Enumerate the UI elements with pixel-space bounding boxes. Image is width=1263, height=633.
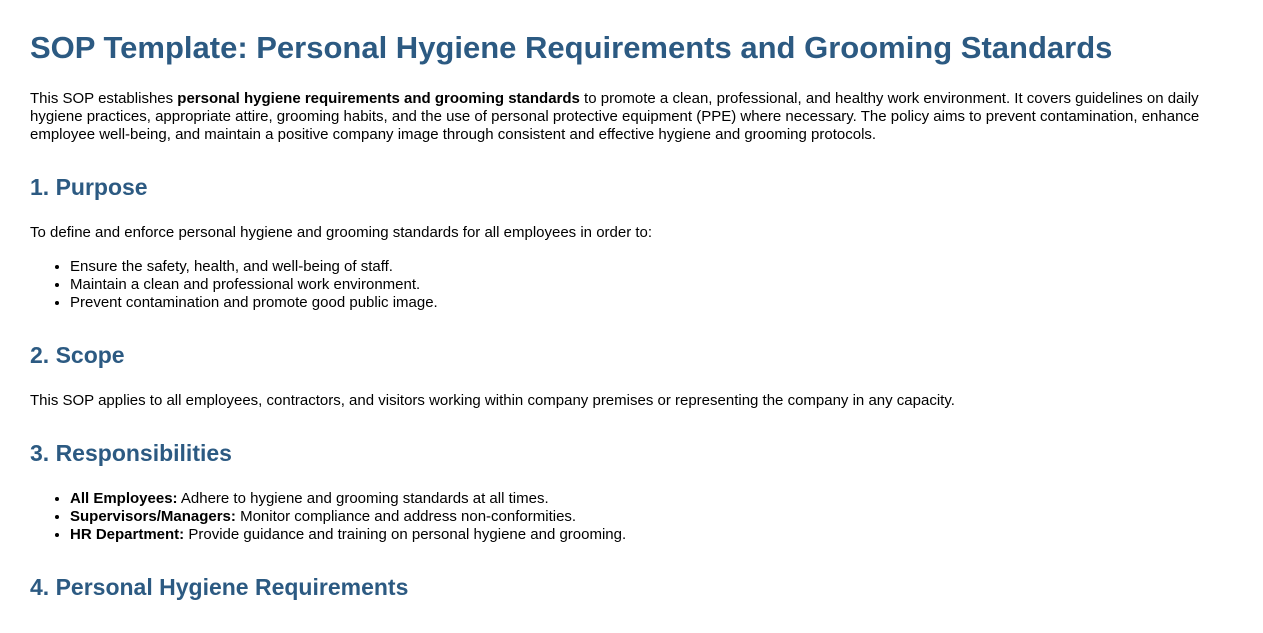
purpose-text: To define and enforce personal hygiene and grooming standards for all employees in order to: [30, 224, 653, 241]
intro-emphasis: personal hygiene requirements and grooming standards [177, 90, 580, 107]
section-heading-personal-hygiene: 4. Personal Hygiene Requirements [30, 574, 409, 600]
role-label: HR Department: [70, 526, 185, 543]
scope-text: This SOP applies to all employees, contractors, and visitors working within company premises or representing the company in any capacity. [30, 392, 955, 409]
list-item: • Prevent contamination and promote good public image. [70, 294, 1233, 312]
list-item: • Maintain a clean and professional work environment. [70, 276, 1233, 294]
purpose-list [30, 258, 1233, 312]
role-label: Supervisors/Managers: [70, 508, 236, 525]
section-heading-scope: 2. Scope [30, 342, 125, 368]
responsibilities-list [30, 490, 1233, 544]
section-heading-responsibilities: 3. Responsibilities [30, 440, 232, 466]
list-item [70, 490, 1233, 508]
list-item [70, 526, 1233, 544]
section-heading-purpose: 1. Purpose [30, 174, 148, 200]
role-label: All Employees: [70, 490, 178, 507]
role-description: Provide guidance and training on personal hygiene and grooming. [184, 526, 627, 543]
document [0, 30, 1263, 600]
intro-text-start: This SOP establishes [30, 90, 178, 107]
intro-text-end: to promote a clean, professional, and healthy work environment. It covers guidelines on daily hygiene practices, appropriate attire, grooming habits, and the use of personal protective equipment (PPE) where necessary. The policy aims to prevent contamination, enhance employee well-being, and maintain a positive company image through consistent and effective hygiene and grooming protocols. [30, 90, 1200, 143]
page-title: SOP Template: Personal Hygiene Requirements and Grooming Standards [30, 30, 1113, 65]
list-item: • Ensure the safety, health, and well-being of staff. [70, 258, 1233, 276]
intro-paragraph [30, 90, 1233, 144]
role-description: Adhere to hygiene and grooming standards at all times. [177, 490, 549, 507]
list-item [70, 508, 1233, 526]
role-description: Monitor compliance and address non-conformities. [235, 508, 577, 525]
